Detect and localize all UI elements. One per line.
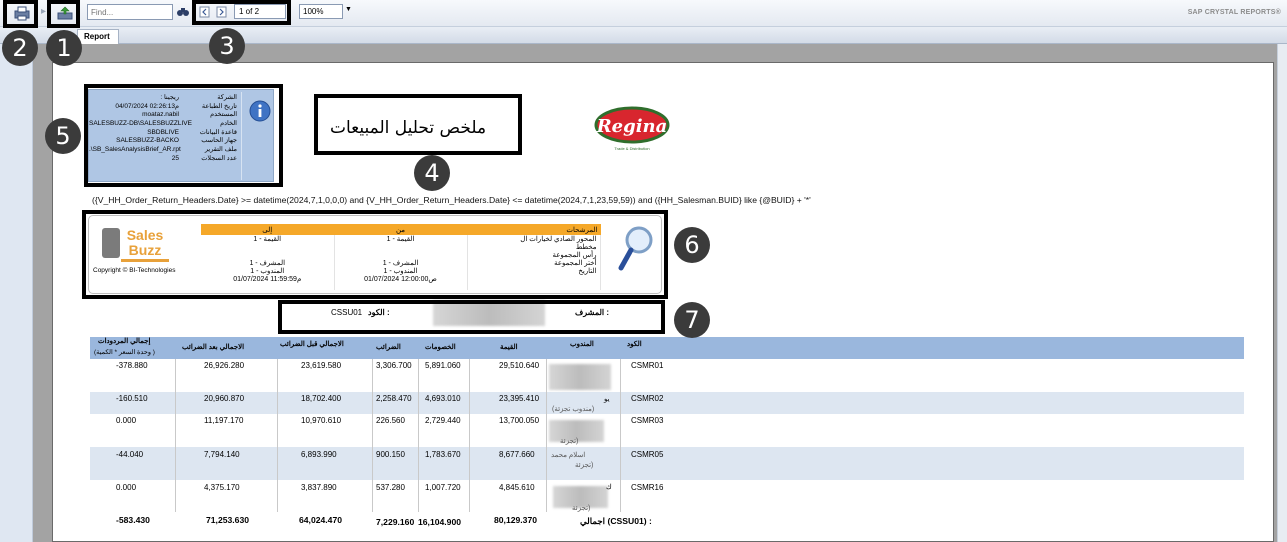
callout-box-4 <box>314 94 522 155</box>
cell-before-tax: 23,619.580 <box>301 361 342 370</box>
brand-label: SAP CRYSTAL REPORTS® <box>1187 9 1281 16</box>
rep-fragment: تجزئة) <box>572 505 591 512</box>
cell-code: CSMR02 <box>631 394 664 403</box>
total-value: 80,129.370 <box>494 515 538 525</box>
info-value: SALESBUZZ-DB\SALESBUZZLIVE <box>89 120 192 128</box>
cell-returns: 0.000 <box>116 483 137 492</box>
cell-discounts: 1,007.720 <box>425 483 461 492</box>
cell-returns: -160.510 <box>116 394 148 403</box>
cell-before-tax: 10,970.610 <box>301 416 342 425</box>
find-input[interactable] <box>87 4 173 20</box>
info-label: قاعدة البيانات <box>199 128 237 136</box>
info-label: عدد السجلات <box>201 154 237 162</box>
col-returns: إجمالي المردودات <box>98 338 151 345</box>
callout-badge-3: 3 <box>209 28 245 64</box>
table-row-band <box>90 447 1244 480</box>
cell-code: CSMR01 <box>631 361 664 370</box>
col-divider <box>175 359 176 512</box>
svg-text:Sales: Sales <box>126 227 164 243</box>
callout-badge-1: 1 <box>46 30 82 66</box>
rep-fragment: ك <box>606 484 612 491</box>
callout-box-5 <box>84 84 283 187</box>
rep-fragment: تجزئة) <box>560 438 579 445</box>
info-value: .\SB_SalesAnalysisBrief_AR.rpt <box>89 146 181 154</box>
cell-after-tax: 11,197.170 <box>204 416 244 425</box>
col-value: القيمة <box>500 344 518 351</box>
copyright-text: Copyright © BI-Technologies <box>93 267 176 274</box>
filter-value: المشرف - 1 <box>382 260 419 267</box>
total-returns: -583.430 <box>116 515 150 525</box>
filter-value: المندوب - 1 <box>250 268 285 275</box>
cell-taxes: 537.280 <box>376 483 405 492</box>
cell-before-tax: 6,893.990 <box>301 450 337 459</box>
callout-badge-5: 5 <box>45 118 81 154</box>
filter-value: المشرف - 1 <box>249 260 286 267</box>
toolbar-arrow-icon: ▸ <box>41 6 47 17</box>
chevron-down-icon[interactable]: ▼ <box>345 6 352 13</box>
info-value: SALESBUZZ-BACKO <box>116 137 179 145</box>
table-header <box>90 337 1244 359</box>
filter-value: 01/07/2024 11:59:59م <box>233 276 302 283</box>
filter-col-name: المرشحات <box>467 224 600 235</box>
cell-before-tax: 3,837.890 <box>301 483 337 492</box>
col-divider <box>277 359 278 512</box>
group-tree-panel <box>0 44 33 542</box>
info-value: 04/07/2024 02:26:13م <box>115 102 179 110</box>
report-title: ملخص تحليل المبيعات <box>330 118 487 138</box>
page-number-input[interactable]: 1 of 2 <box>234 4 286 19</box>
cell-code: CSMR05 <box>631 450 664 459</box>
col-code: الكود <box>627 341 642 348</box>
filter-value: مخطط <box>575 244 597 251</box>
tab-report[interactable]: Report <box>77 29 119 44</box>
callout-badge-6: 6 <box>674 227 710 263</box>
supervisor-label: المشرف : <box>574 308 609 317</box>
redacted-rep <box>549 364 611 390</box>
col-taxes: الضرائب <box>376 344 401 351</box>
table-row-band <box>90 392 1244 414</box>
cell-after-tax: 26,926.280 <box>204 361 245 370</box>
cell-taxes: 2,258.470 <box>376 394 412 403</box>
cell-before-tax: 18,702.400 <box>301 394 342 403</box>
callout-box-6 <box>82 210 668 299</box>
col-divider <box>469 359 470 512</box>
cell-code: CSMR16 <box>631 483 664 492</box>
total-before-tax: 64,024.470 <box>299 515 343 525</box>
info-value: 25 <box>171 154 179 162</box>
filter-col-from: من <box>334 224 467 235</box>
cell-taxes: 900.150 <box>376 450 405 459</box>
svg-text:Buzz: Buzz <box>128 242 162 258</box>
regina-logo <box>572 99 692 161</box>
callout-box-1 <box>47 0 80 28</box>
rep-fragment: اسلام محمد <box>551 452 586 459</box>
info-label: ملف التقرير <box>204 146 237 154</box>
cell-value: 8,677.660 <box>499 450 535 459</box>
col-after-tax: الاجمالي بعد الضرائب <box>182 344 245 351</box>
rep-fragment: يو <box>604 396 610 403</box>
info-label: جهاز الحاسب <box>201 137 237 145</box>
info-value: moataz.nabil <box>142 111 179 119</box>
col-divider <box>546 359 547 512</box>
cell-value: 13,700.050 <box>499 416 540 425</box>
info-label: المستخدم <box>210 111 237 119</box>
callout-badge-7: 7 <box>674 302 710 338</box>
svg-text:Trade & Distribution: Trade & Distribution <box>614 146 650 151</box>
col-returns-note: (وحدة السعر * الكمية ) <box>94 349 155 356</box>
info-value: : ريجينا <box>160 94 179 101</box>
binoculars-icon[interactable] <box>177 6 189 17</box>
col-discounts: الخصومات <box>425 344 456 351</box>
total-discounts: 16,104.900 <box>418 517 462 527</box>
cell-discounts: 5,891.060 <box>425 361 461 370</box>
cell-discounts: 2,729.440 <box>425 416 461 425</box>
filter-value: رأس المجموعة <box>552 252 597 259</box>
cell-discounts: 4,693.010 <box>425 394 461 403</box>
filter-value: 01/07/2024 12:00:00ص <box>364 276 437 283</box>
info-label: الشركة <box>217 94 237 101</box>
filter-value: التاريخ <box>578 268 597 275</box>
col-before-tax: الاجمالي قبل الضرائب <box>280 341 344 348</box>
callout-box-7 <box>278 300 665 334</box>
cell-value: 4,845.610 <box>499 483 535 492</box>
cell-code: CSMR03 <box>631 416 664 425</box>
filter-value: القيمة - 1 <box>253 236 282 243</box>
info-label: تاريخ الطباعة <box>201 102 237 110</box>
col-divider <box>372 359 373 512</box>
cell-value: 23,395.410 <box>499 394 540 403</box>
callout-badge-4: 4 <box>414 155 450 191</box>
cell-discounts: 1,783.670 <box>425 450 461 459</box>
callout-box-2 <box>3 0 38 28</box>
total-label: اجمالي (CSSU01) : <box>580 516 652 526</box>
callout-badge-2: 2 <box>2 30 38 66</box>
cell-returns: -44.040 <box>116 450 144 459</box>
selection-formula: ({V_HH_Order_Return_Headers.Date} >= datetime(2024,7,1,0,0,0) and {V_HH_Order_Return_Headers.Date} <= datetime(2024,7,1,23,59,59)) and ({HH_Salesman.BUID} like {@BUID} + '*' <box>92 195 811 205</box>
cell-taxes: 226.560 <box>376 416 405 425</box>
tab-strip <box>0 27 1287 44</box>
cell-returns: 0.000 <box>116 416 137 425</box>
cell-taxes: 3,306.700 <box>376 361 412 370</box>
vertical-scrollbar[interactable] <box>1277 44 1287 542</box>
total-after-tax: 71,253.630 <box>206 515 250 525</box>
info-value: SBDBLIVE <box>147 128 179 136</box>
cell-after-tax: 20,960.870 <box>204 394 245 403</box>
svg-text:Regina: Regina <box>596 116 668 137</box>
rep-fragment: (مندوب تجزئة) <box>552 406 595 413</box>
col-divider <box>620 359 621 512</box>
cell-after-tax: 4,375.170 <box>204 483 240 492</box>
filter-value: المحور الصادي لخيارات ال <box>520 236 597 243</box>
callout-box-3 <box>192 0 291 25</box>
cell-returns: -378.880 <box>116 361 148 370</box>
filter-value: المندوب - 1 <box>383 268 418 275</box>
filter-value: أختر المجموعة <box>554 260 597 267</box>
total-taxes: 7,229.160 <box>376 517 415 527</box>
code-label: الكود : <box>368 308 390 317</box>
rep-fragment: تجزئة) <box>575 462 594 469</box>
col-divider <box>418 359 419 512</box>
code-value: CSSU01 <box>331 308 363 317</box>
info-label: الخادم <box>220 120 237 128</box>
cell-value: 29,510.640 <box>499 361 540 370</box>
cell-after-tax: 7,794.140 <box>204 450 240 459</box>
filter-col-to: إلى <box>201 224 334 235</box>
col-rep: المندوب <box>570 341 594 348</box>
filter-value: القيمة - 1 <box>386 236 415 243</box>
zoom-select[interactable]: 100% <box>299 4 343 19</box>
